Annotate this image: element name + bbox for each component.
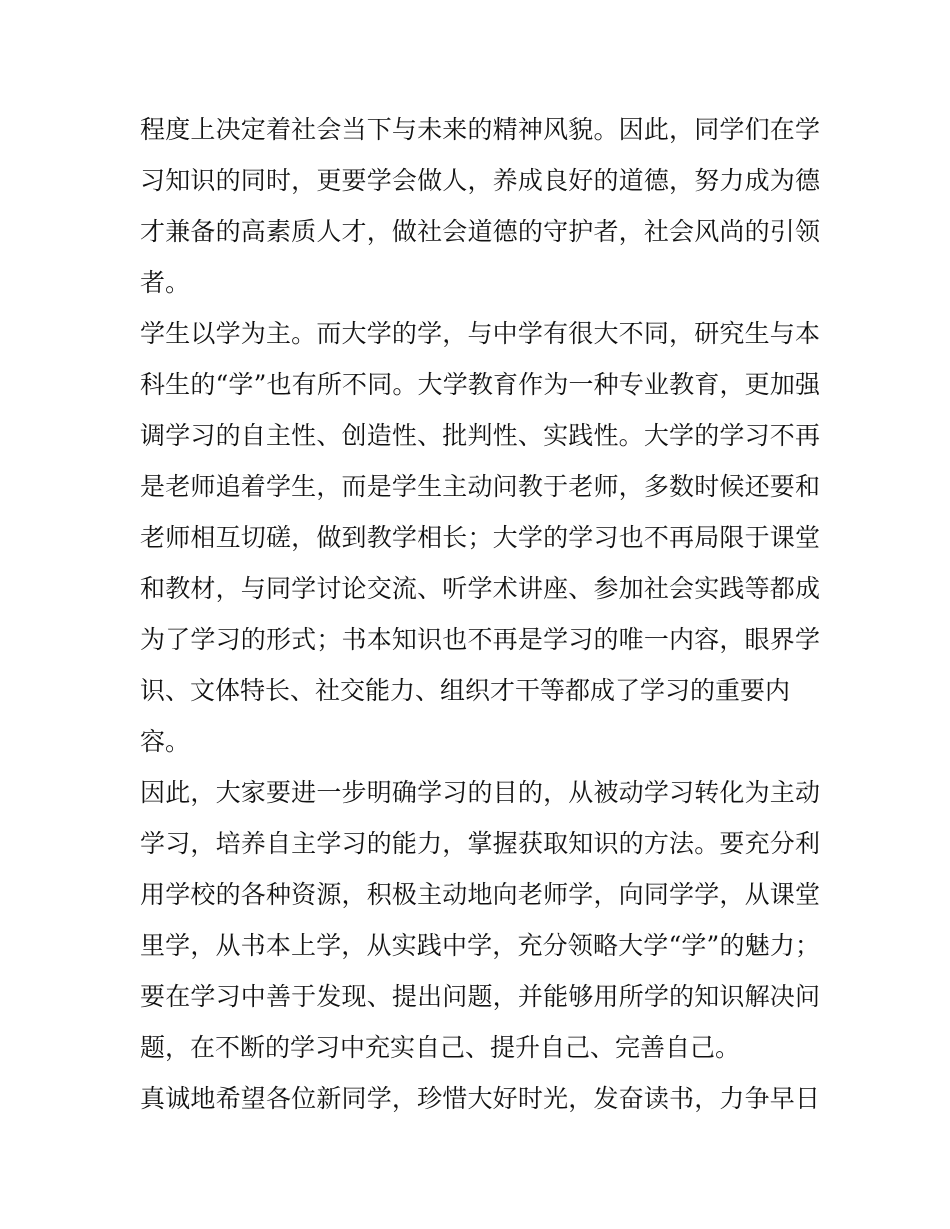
text-line: 老师相互切磋，做到教学相长；大学的学习也不再局限于课堂 — [140, 523, 820, 552]
text-line: 因此，大家要进一步明确学习的目的，从被动学习转化为主动 — [140, 778, 820, 807]
text-line: 调学习的自主性、创造性、批判性、实践性。大学的学习不再 — [140, 421, 820, 450]
text-line: 里学，从书本上学，从实践中学，充分领略大学“学”的魅力； — [140, 931, 820, 960]
text-line: 学生以学为主。而大学的学，与中学有很大不同，研究生与本 — [140, 319, 820, 348]
text-line: 为了学习的形式；书本知识也不再是学习的唯一内容，眼界学 — [140, 625, 820, 654]
body-text — [140, 104, 820, 1124]
text-line: 识、文体特长、社交能力、组织才干等都成了学习的重要内 — [140, 676, 791, 705]
text-line: 真诚地希望各位新同学，珍惜大好时光，发奋读书，力争早日 — [140, 1084, 820, 1113]
text-line: 学习，培养自主学习的能力，掌握获取知识的方法。要充分利 — [140, 829, 820, 858]
text-line: 者。 — [140, 268, 191, 297]
text-line: 要在学习中善于发现、提出问题，并能够用所学的知识解决问 — [140, 982, 820, 1011]
text-line: 习知识的同时，更要学会做人，养成良好的道德，努力成为德 — [140, 166, 820, 195]
text-line: 才兼备的高素质人才，做社会道德的守护者，社会风尚的引领 — [140, 217, 820, 246]
text-line: 程度上决定着社会当下与未来的精神风貌。因此，同学们在学 — [140, 115, 820, 144]
text-line: 科生的“学”也有所不同。大学教育作为一种专业教育，更加强 — [140, 370, 820, 399]
text-line: 用学校的各种资源，积极主动地向老师学，向同学学，从课堂 — [140, 880, 820, 909]
text-line: 和教材，与同学讨论交流、听学术讲座、参加社会实践等都成 — [140, 574, 820, 603]
text-line: 题，在不断的学习中充实自己、提升自己、完善自己。 — [140, 1033, 741, 1062]
text-line: 是老师追着学生，而是学生主动问教于老师，多数时候还要和 — [140, 472, 820, 501]
text-line: 容。 — [140, 727, 191, 756]
